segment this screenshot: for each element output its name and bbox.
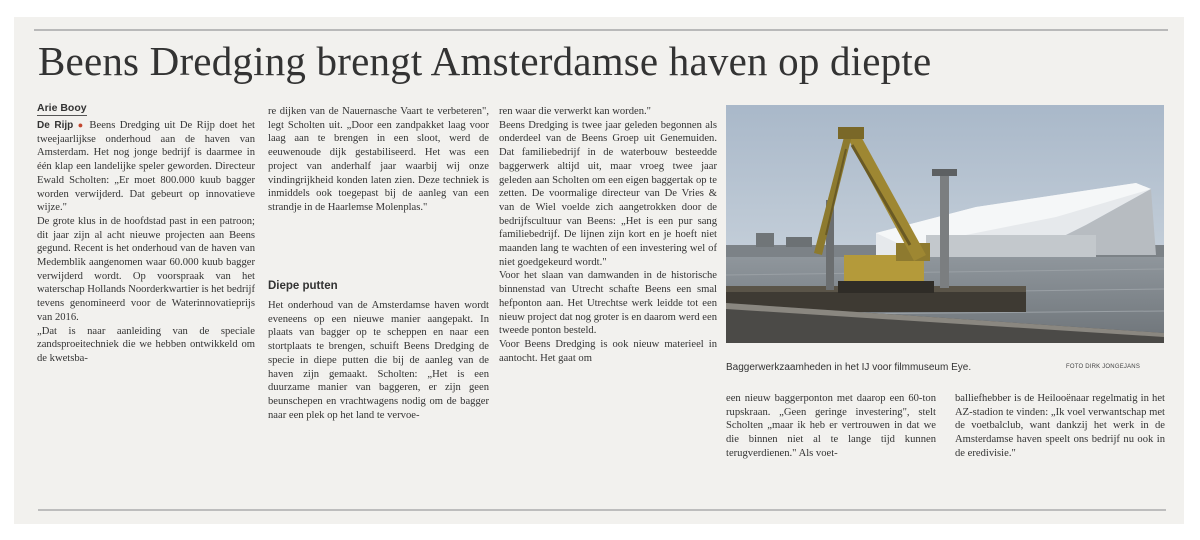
column-5: balliefhebber is de Heilooënaar regelmatig in het AZ-stadion te vinden: „Ik voel verwantschap met de voetbalclub, want dankzij het werk in de Amsterdamse haven speelt ons bedrijf nu ook in de eredivisie."	[955, 393, 1165, 459]
column-2-top: re dijken van de Nauernasche Vaart te verbeteren", legt Scholten uit. „Door een zandpakket laag voor laag aan te brengen in een sloot, werd de eeuwenoude dijk gestabiliseerd. Het was een project van anderhalf jaar waarbij wij onze vindingrijkheid konden laten zien. Deze techniek is inmiddels ook toegepast bij de aanleg van een strandje in de Haarlemse Molenplas."	[268, 106, 489, 213]
photo-dredging-eye	[726, 105, 1164, 343]
dateline: De Rijp	[37, 120, 74, 131]
column-4: een nieuw baggerponton met daarop een 60-ton rupskraan. „Geen geringe investering", stelt Scholten „maar ik heb er vertrouwen in dat we die binnen niet al te lange tijd kunnen terugverdienen." Als voet-	[726, 393, 936, 459]
column-1-text: Beens Dredging uit De Rijp doet het tweejaarlijkse onderhoud aan de haven van Amsterdam. Het nog jonge bedrijf is daarmee in één klap een landelijke speler geworden. Directeur Ewald Scholten: „Er moet 800.000 kuub bagger worden verwijderd. Dat gebeurt op innovatieve wijze." De grote klus in de hoofdstad past in een patroon; dit jaar zijn al acht nieuwe projecten aan Beens gegund. Recent is het onderhoud van de haven van Medemblik aangenomen waar 60.000 kuub bagger verwijderd wordt. Op voorspraak van het waterschap Hollands Noorderkwartier is het bedrijf tevens genomineerd voor de Waterinnovatieprijs van 2016. „Dat is naar aanleiding van de speciale zandsproeitechniek die we hebben ontwikkeld om de kwetsba-	[37, 120, 255, 364]
byline: Arie Booy	[37, 102, 87, 114]
column-1	[37, 119, 255, 455]
column-2-bottom: Het onderhoud van de Amsterdamse haven wordt eveneens op een nieuwe manier aangepakt. In plaats van bagger op te scheppen en naar een stortplaats te brengen, schuift Beens Dredging de specie in diepe putten die bij de aanleg van de haven zijn gemaakt. Scholten: „Het is een duurzame manier van baggeren, er zijn geen beunschepen en vrachtwagens nodig om de bagger naar een plek op het land te vervoe-	[268, 300, 489, 421]
photo-caption: Baggerwerkzaamheden in het IJ voor filmmuseum Eye.	[726, 362, 972, 373]
newspaper-clipping	[14, 17, 1184, 524]
bottom-rule	[38, 509, 1166, 511]
top-rule	[34, 29, 1168, 31]
subhead: Diepe putten	[268, 280, 338, 292]
photo-illustration	[726, 105, 1164, 343]
photo-credit: FOTO DIRK JONGEJANS	[1066, 364, 1141, 370]
headline: Beens Dredging brengt Amsterdamse haven op diepte	[38, 38, 932, 84]
column-3: ren waar die verwerkt kan worden." Beens Dredging is twee jaar geleden begonnen als onderdeel van de Beens Groep uit Genemuiden. Dat familiebedrijf in de waterbouw besteedde baggerwerk altijd uit, maar vroeg twee jaar geleden aan Scholten om een eigen baggertak op te zetten. De voormalige directeur van De Vries & van de Wiel voelde zich aangetrokken door de bedrijfscultuur van Beens: „Het is een pur sang familiebedrijf. De lijnen zijn kort en je hoeft niet maanden lang te wachten of een investering wel of niet goedgekeurd wordt." Voor het slaan van damwanden in de historische binnenstad van Utrecht schafte Beens een smal hefponton aan. Het Utrechtse werk leidde tot een nieuw project dat nog groter is en daarom werd een tweede ponton besteld. Voor Beens Dredging is ook nieuw materieel in aantocht. Het gaat om	[499, 106, 717, 364]
bullet-dot-icon: ●	[77, 120, 85, 130]
